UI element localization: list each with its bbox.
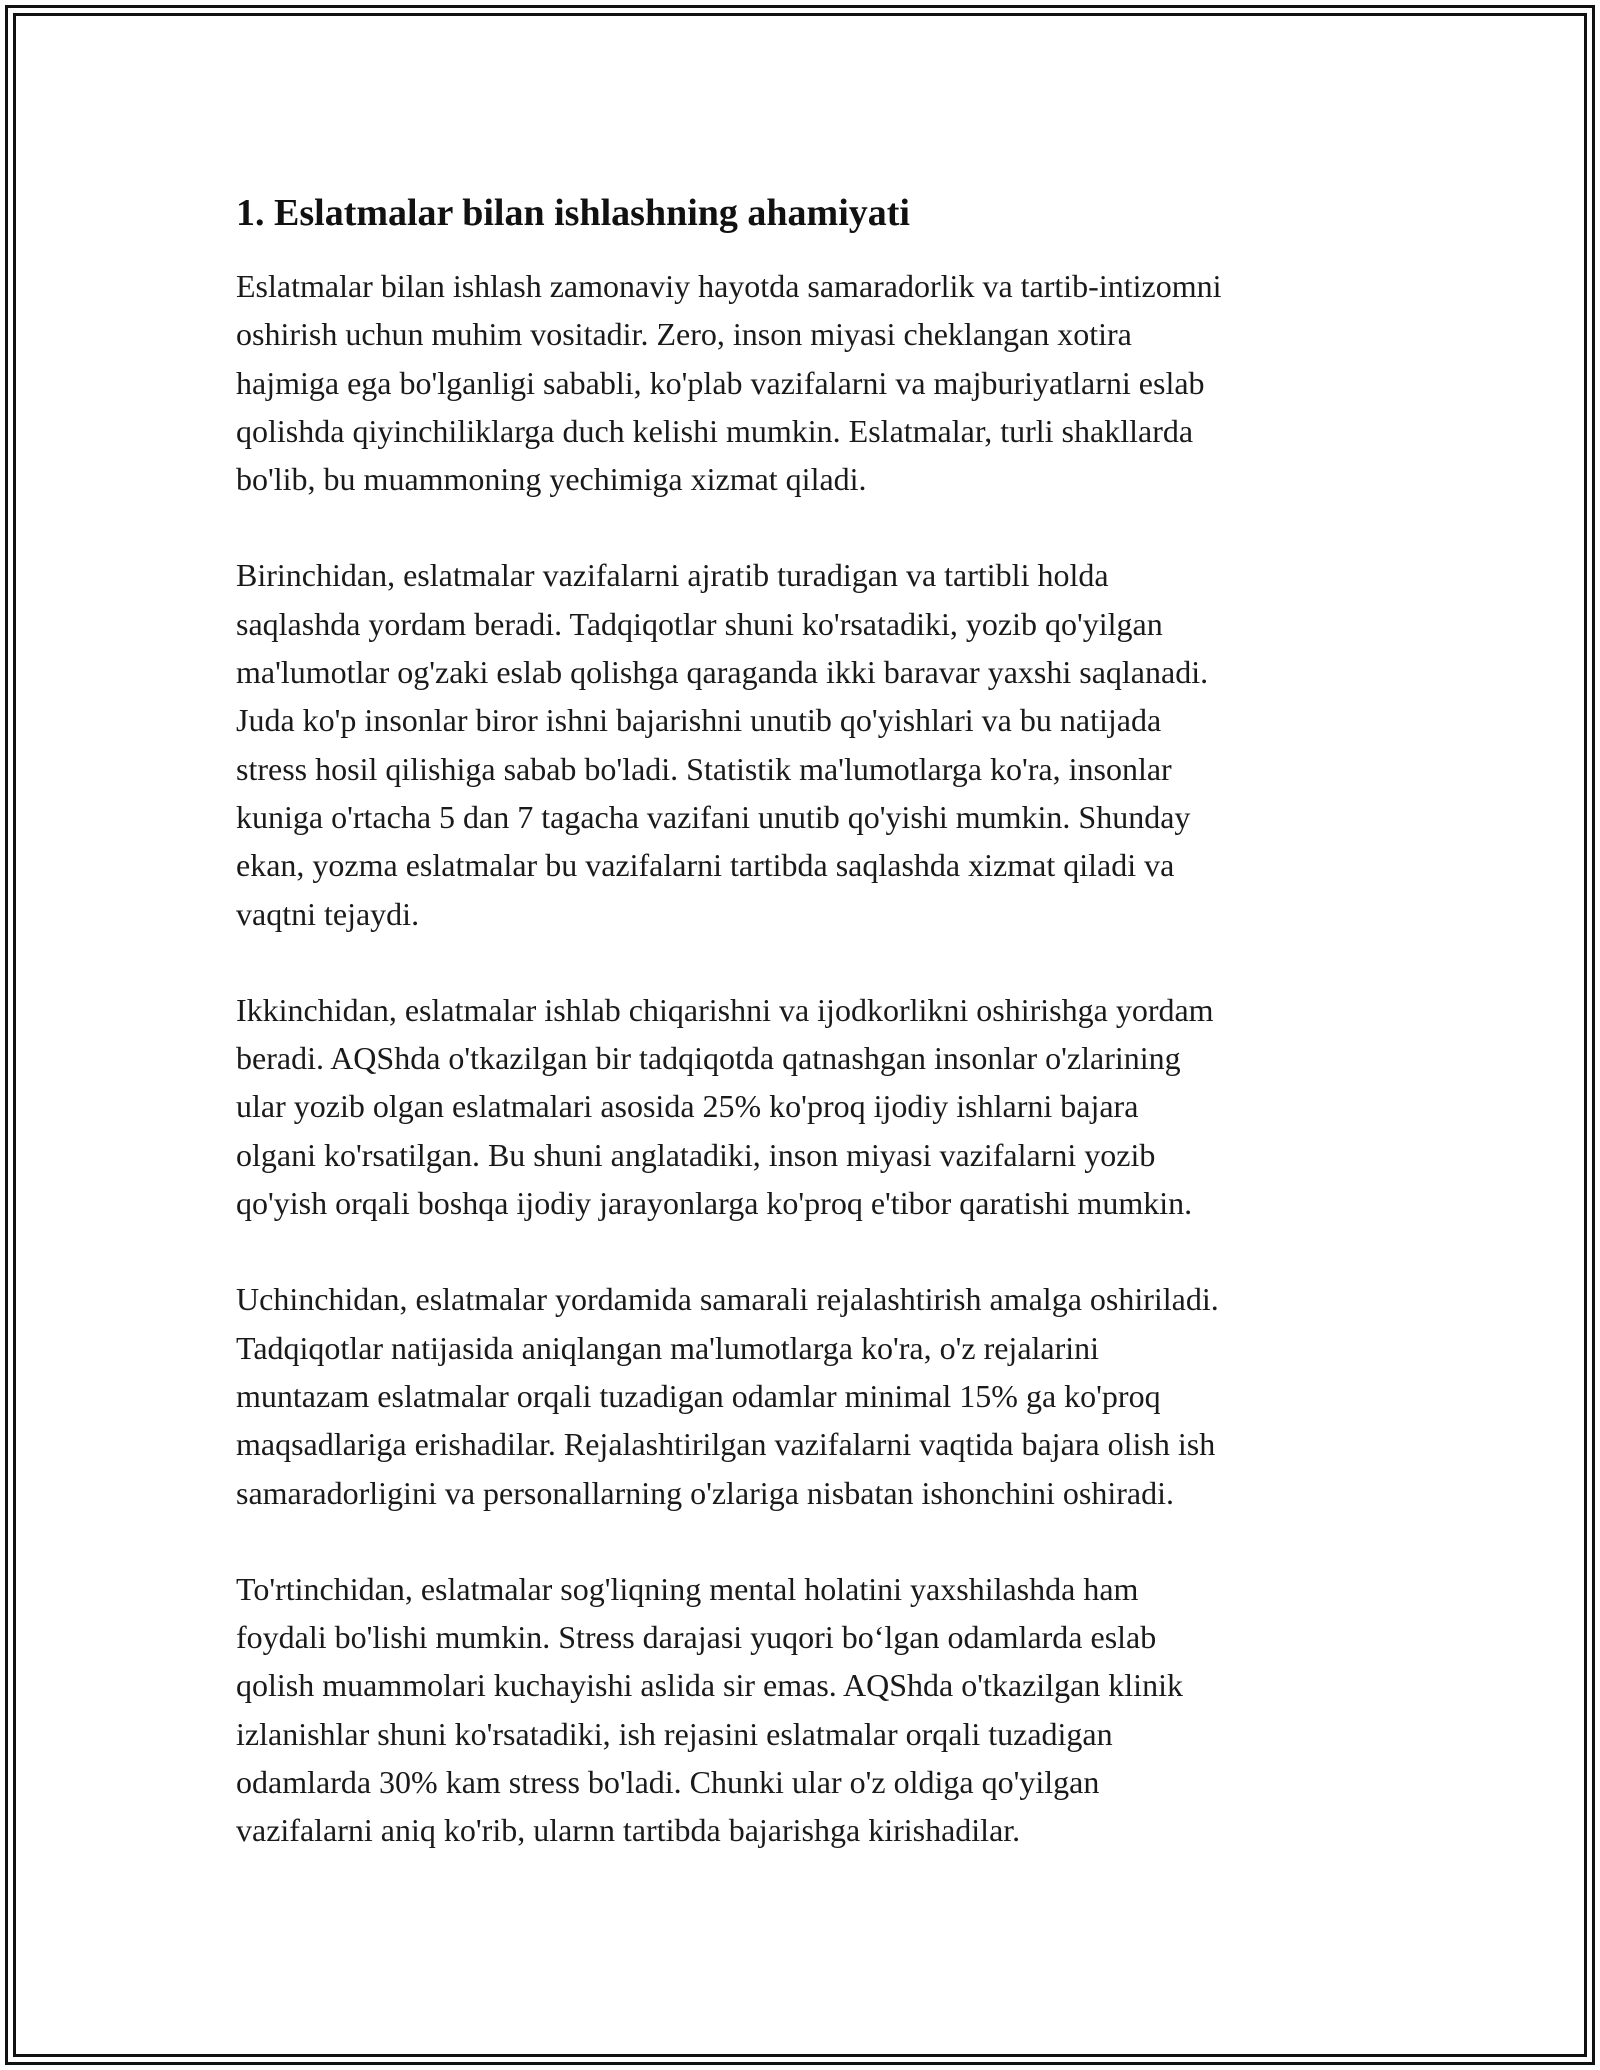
text-line: hajmiga ega bo'lganligi sababli, ko'plab vazifalarni va majburiyatlarni eslab xyxy=(236,364,1205,401)
text-line: qolish muammolari kuchayishi aslida sir emas. AQShda o'tkazilgan klinik xyxy=(236,1667,1183,1704)
text-line: odamlarda 30% kam stress bo'ladi. Chunki ular o'z oldiga qo'yilgan xyxy=(236,1764,1100,1801)
text-line: ekan, yozma eslatmalar bu vazifalarni tartibda saqlashda xizmat qiladi va xyxy=(236,847,1175,884)
text-line: olgani ko'rsatilgan. Bu shuni anglatadiki, inson miyasi vazifalarni yozib xyxy=(236,1136,1156,1173)
text-line: ular yozib olgan eslatmalari asosida 25% ko'proq ijodiy ishlarni bajara xyxy=(236,1088,1139,1125)
text-line: izlanishlar shuni ko'rsatadiki, ish rejasini eslatmalar orqali tuzadigan xyxy=(236,1715,1113,1752)
text-line: saqlashda yordam beradi. Tadqiqotlar shuni ko'rsatadiki, yozib qo'yilgan xyxy=(236,605,1163,642)
text-line: samaradorligini va personallarning o'zlariga nisbatan ishonchini oshiradi. xyxy=(236,1474,1174,1511)
text-line: ma'lumotlar og'zaki eslab qolishga qaraganda ikki baravar yaxshi saqlanadi. xyxy=(236,654,1209,691)
paragraph-fourth xyxy=(236,1565,1376,1855)
text-line: Uchinchidan, eslatmalar yordamida samarali rejalashtirish amalga oshiriladi. xyxy=(236,1281,1219,1318)
text-line: foydali bo'lishi mumkin. Stress darajasi yuqori bo‘lgan odamlarda eslab xyxy=(236,1619,1157,1656)
text-line: bo'lib, bu muammoning yechimiga xizmat qiladi. xyxy=(236,461,867,498)
text-line: maqsadlariga erishadilar. Rejalashtirilgan vazifalarni vaqtida bajara olish ish xyxy=(236,1426,1216,1463)
section-heading: 1. Eslatmalar bilan ishlashning ahamiyati xyxy=(236,192,910,234)
text-line: Birinchidan, eslatmalar vazifalarni ajratib turadigan va tartibli holda xyxy=(236,557,1109,594)
text-line: muntazam eslatmalar orqali tuzadigan odamlar minimal 15% ga ko'proq xyxy=(236,1377,1161,1414)
text-line: kuniga o'rtacha 5 dan 7 tagacha vazifani unutib qo'yishi mumkin. Shunday xyxy=(236,798,1191,835)
text-line: qo'yish orqali boshqa ijodiy jarayonlarga ko'proq e'tibor qaratishi mumkin. xyxy=(236,1185,1193,1222)
text-line: vazifalarni aniq ko'rib, ularnn tartibda bajarishga kirishadilar. xyxy=(236,1812,1021,1849)
paragraph-second xyxy=(236,986,1376,1227)
text-line: vaqtni tejaydi. xyxy=(236,895,420,932)
text-line: Juda ko'p insonlar biror ishni bajarishni unutib qo'yishlari va bu natijada xyxy=(236,702,1162,739)
text-line: Tadqiqotlar natijasida aniqlangan ma'lumotlarga ko'ra, o'z rejalarini xyxy=(236,1329,1100,1366)
text-line: Eslatmalar bilan ishlash zamonaviy hayotda samaradorlik va tartib-intizomni xyxy=(236,268,1222,304)
text-line: oshirish uchun muhim vositadir. Zero, inson miyasi cheklangan xotira xyxy=(236,316,1132,353)
paragraph-intro xyxy=(236,262,1376,503)
paragraph-third xyxy=(236,1275,1376,1516)
text-line: To'rtinchidan, eslatmalar sog'liqning mental holatini yaxshilashda ham xyxy=(236,1570,1139,1607)
text-line: qolishda qiyinchiliklarga duch kelishi mumkin. Eslatmalar, turli shakllarda xyxy=(236,412,1194,449)
text-line: Ikkinchidan, eslatmalar ishlab chiqarishni va ijodkorlikni oshirishga yordam xyxy=(236,991,1214,1028)
paragraph-first xyxy=(236,551,1376,937)
text-line: stress hosil qilishiga sabab bo'ladi. Statistik ma'lumotlarga ko'ra, insonlar xyxy=(236,750,1172,787)
text-line: beradi. AQShda o'tkazilgan bir tadqiqotda qatnashgan insonlar o'zlarining xyxy=(236,1040,1181,1077)
document-body xyxy=(236,186,1376,1903)
